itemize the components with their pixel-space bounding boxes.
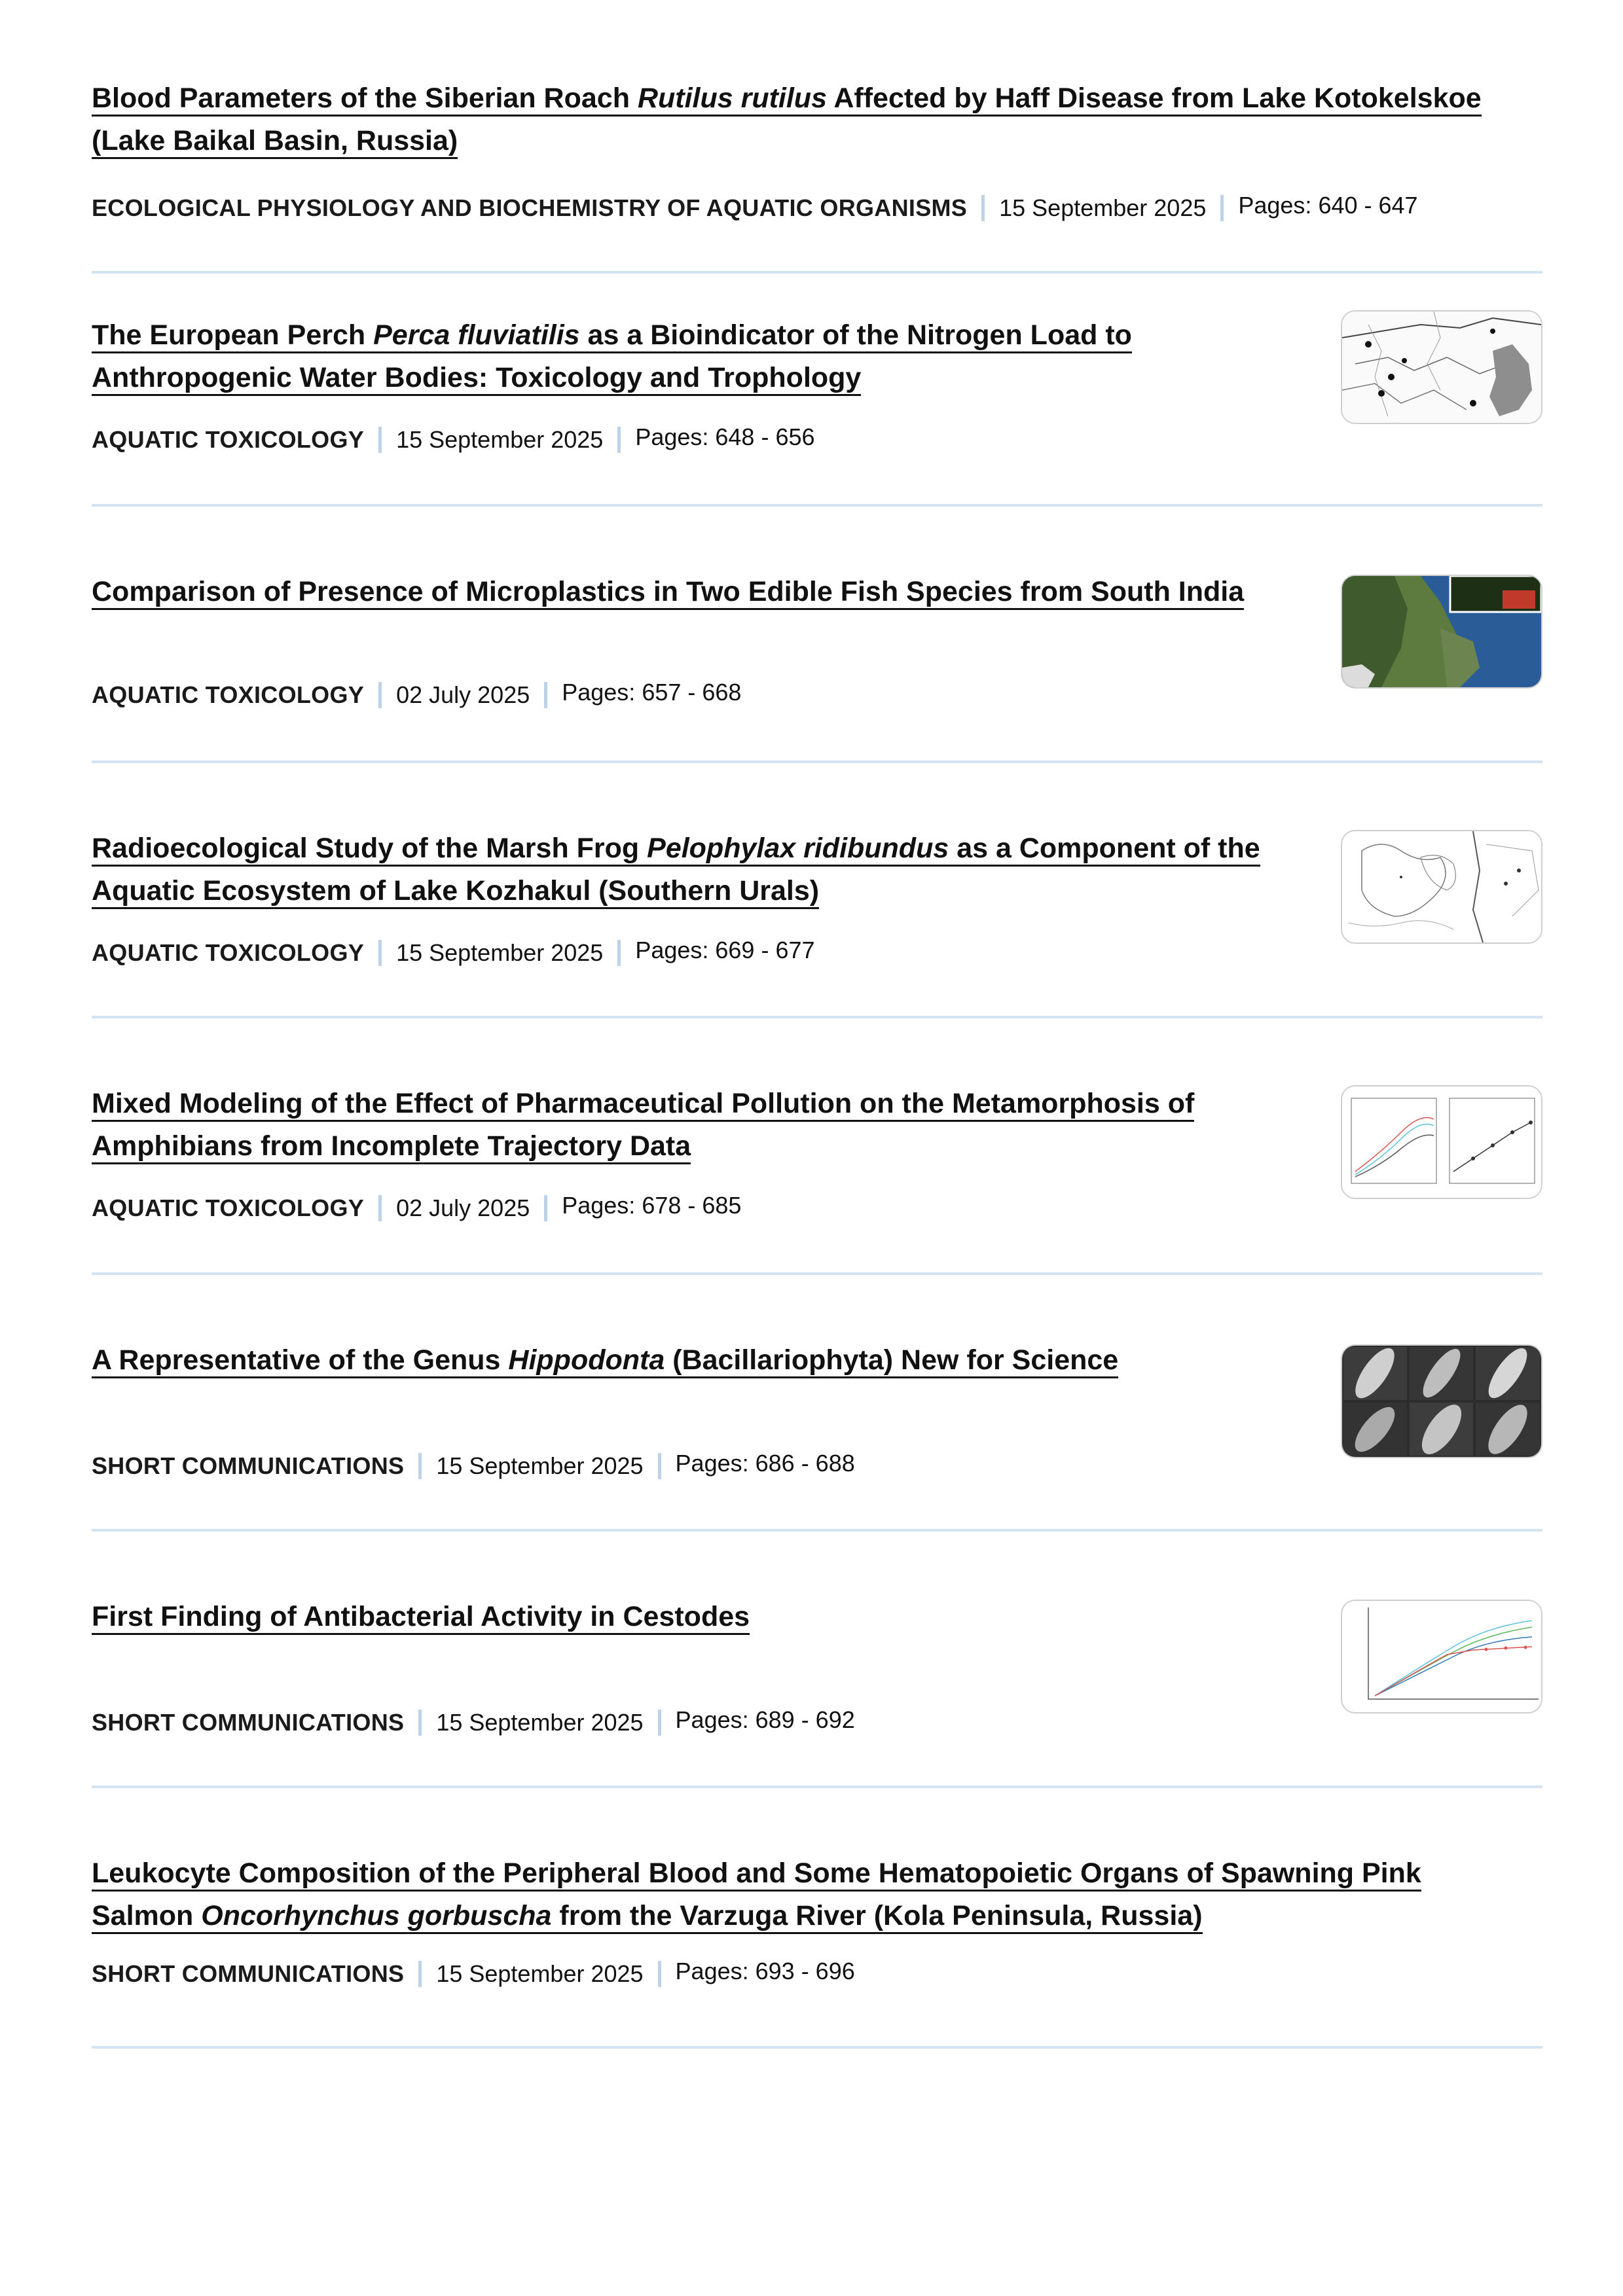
article-title-link[interactable]: Radioecological Study of the Marsh Frog Pelophylax ridibundus as a Component of the Aquatic Ecosystem of Lake Kozhakul (Southern Urals) xyxy=(92,827,1260,912)
article-thumbnail[interactable] xyxy=(1341,310,1542,424)
divider xyxy=(92,1785,1542,1788)
article-thumbnail[interactable] xyxy=(1341,830,1542,944)
article-meta xyxy=(92,424,815,456)
microscopy-grid-image xyxy=(1342,1346,1541,1457)
growth-curves-image xyxy=(1342,1601,1541,1712)
publication-date: 15 September 2025 xyxy=(396,939,604,966)
article-thumbnail[interactable] xyxy=(1341,1344,1542,1458)
page-range: Pages: 648 - 656 xyxy=(635,423,815,450)
meta-separator xyxy=(378,1195,382,1221)
page-range: Pages: 657 - 668 xyxy=(562,679,742,706)
meta-separator xyxy=(617,940,621,966)
meta-separator xyxy=(378,682,382,708)
publication-date: 02 July 2025 xyxy=(396,1194,530,1221)
publication-date: 15 September 2025 xyxy=(436,1709,644,1736)
meta-separator xyxy=(658,1961,661,1987)
article-thumbnail[interactable] xyxy=(1341,575,1542,689)
publication-date: 02 July 2025 xyxy=(396,681,530,708)
article-title-link[interactable]: Leukocyte Composition of the Peripheral Blood and Some Hematopoietic Organs of Spawning Pink Salmon Oncorhynchus gorbuscha from the Varzuga River (Kola Peninsula, Russia) xyxy=(92,1852,1421,1937)
meta-separator xyxy=(617,427,621,453)
section-link[interactable]: AQUATIC TOXICOLOGY xyxy=(92,1194,365,1221)
divider xyxy=(92,1272,1542,1275)
article-meta xyxy=(92,679,741,711)
section-link[interactable]: AQUATIC TOXICOLOGY xyxy=(92,939,365,966)
article-thumbnail[interactable] xyxy=(1341,1600,1542,1713)
divider xyxy=(92,1016,1542,1018)
article-meta xyxy=(92,1707,855,1738)
page-range: Pages: 678 - 685 xyxy=(562,1192,742,1219)
page-range: Pages: 640 - 647 xyxy=(1238,192,1418,219)
page-range: Pages: 669 - 677 xyxy=(635,937,815,963)
meta-separator xyxy=(418,1710,422,1736)
article-meta xyxy=(92,1450,855,1482)
article-title-link[interactable]: Mixed Modeling of the Effect of Pharmaceutical Pollution on the Metamorphosis of Amphibians from Incomplete Trajectory Data xyxy=(92,1083,1194,1168)
article-meta xyxy=(92,1958,855,1990)
divider xyxy=(92,2046,1542,2049)
page-range: Pages: 686 - 688 xyxy=(675,1450,855,1477)
article-meta xyxy=(92,1193,741,1224)
meta-separator xyxy=(418,1961,422,1987)
meta-separator xyxy=(418,1453,422,1479)
article-thumbnail[interactable] xyxy=(1341,1085,1542,1199)
article-title-link[interactable]: A Representative of the Genus Hippodonta (Bacillariophyta) New for Science xyxy=(92,1339,1118,1382)
article-title-link[interactable]: Comparison of Presence of Microplastics in Two Edible Fish Species from South India xyxy=(92,571,1244,613)
publication-date: 15 September 2025 xyxy=(436,1452,644,1479)
meta-separator xyxy=(378,940,382,966)
publication-date: 15 September 2025 xyxy=(436,1960,644,1987)
section-link[interactable]: AQUATIC TOXICOLOGY xyxy=(92,426,365,453)
meta-separator xyxy=(544,1195,547,1221)
section-link[interactable]: ECOLOGICAL PHYSIOLOGY AND BIOCHEMISTRY OF AQUATIC ORGANISMS xyxy=(92,194,968,221)
divider xyxy=(92,1529,1542,1532)
satellite-map-image xyxy=(1342,576,1541,687)
section-link[interactable]: AQUATIC TOXICOLOGY xyxy=(92,681,365,708)
divider xyxy=(92,271,1542,274)
divider xyxy=(92,761,1542,763)
lake-sketch-map-image xyxy=(1342,831,1541,942)
map-line-drawing-image xyxy=(1342,312,1541,423)
section-link[interactable]: SHORT COMMUNICATIONS xyxy=(92,1452,405,1479)
article-meta xyxy=(92,937,815,969)
divider xyxy=(92,504,1542,507)
meta-separator xyxy=(1220,195,1224,221)
meta-separator xyxy=(544,682,547,708)
publication-date: 15 September 2025 xyxy=(999,194,1207,221)
publication-date: 15 September 2025 xyxy=(396,426,604,453)
article-title-link[interactable]: Blood Parameters of the Siberian Roach Rutilus rutilus Affected by Haff Disease from Lake Kotokelskoe (Lake Baikal Basin, Russia) xyxy=(92,77,1482,162)
section-link[interactable]: SHORT COMMUNICATIONS xyxy=(92,1709,405,1736)
meta-separator xyxy=(658,1710,661,1736)
section-link[interactable]: SHORT COMMUNICATIONS xyxy=(92,1960,405,1987)
meta-separator xyxy=(378,427,382,453)
line-plots-image xyxy=(1342,1086,1541,1198)
page-range: Pages: 689 - 692 xyxy=(675,1706,855,1733)
meta-separator xyxy=(981,195,985,221)
meta-separator xyxy=(658,1453,661,1479)
page-range: Pages: 693 - 696 xyxy=(675,1958,855,1984)
article-title-link[interactable]: First Finding of Antibacterial Activity in Cestodes xyxy=(92,1596,750,1638)
article-title-link[interactable]: The European Perch Perca fluviatilis as a Bioindicator of the Nitrogen Load to Anthropogenic Water Bodies: Toxicology and Trophology xyxy=(92,314,1132,399)
article-meta xyxy=(92,192,1418,224)
